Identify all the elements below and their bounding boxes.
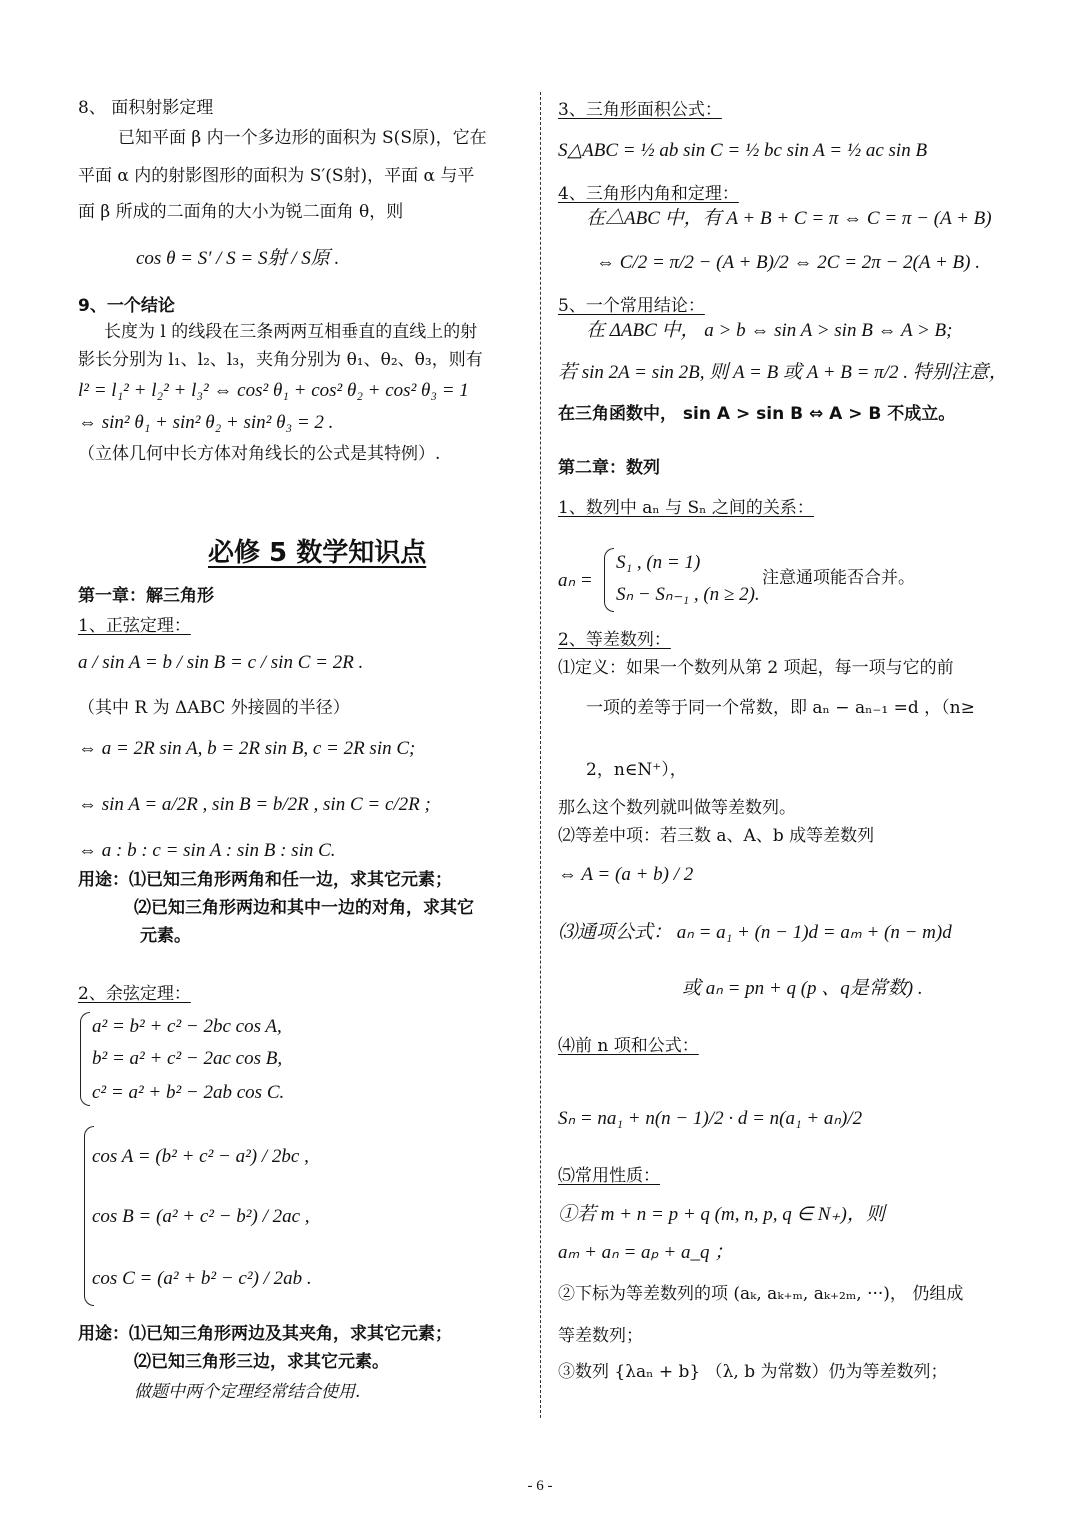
angle-sum-title: 4、三角形内角和定理：: [558, 184, 739, 204]
cosine-rule-use-1: 用途：⑴已知三角形两边及其夹角，求其它元素；: [78, 1324, 452, 1344]
cosine-rule-tip: 做题中两个定理经常结合使用.: [134, 1382, 361, 1402]
sequence-note: 注意通项能否合并。: [762, 568, 915, 588]
sequence-relation-brace: [604, 548, 614, 612]
section-9-formula-2: ⇔ sin² θ₁ + sin² θ₂ + sin² θ₃ = 2 .: [78, 412, 334, 433]
section-9-line-1: 长度为 l 的线段在三条两两互相垂直的直线上的射: [104, 322, 478, 342]
triangle-area-formula: S△ABC = ½ ab sin C = ½ bc sin A = ½ ac sin B: [558, 140, 928, 161]
column-divider: [540, 92, 541, 1418]
arithmetic-sequence-title: 2、等差数列：: [558, 630, 671, 650]
page-main-title: 必修 5 数学知识点: [208, 538, 427, 568]
common-conclusion-title: 5、一个常用结论：: [558, 296, 705, 316]
section-8-line-3: 面 β 所成的二面角的大小为锐二面角 θ，则: [78, 202, 404, 222]
sine-rule-formula-4: ⇔ a : b : c = sin A : sin B : sin C.: [78, 840, 336, 861]
chapter-1-title: 第一章：解三角形: [78, 586, 214, 606]
section-8-line-1: 已知平面 β 内一个多边形的面积为 S(S原)，它在: [118, 128, 487, 148]
cos-b-formula: cos B = (a² + c² − b²) / 2ac ,: [92, 1206, 310, 1227]
cosine-rule-use-2: ⑵已知三角形三边，求其它元素。: [134, 1352, 389, 1372]
projection-area-formula: cos θ = S′ / S = S射 / S原 .: [136, 248, 340, 269]
sine-rule-formula-2: ⇔ a = 2R sin A, b = 2R sin B, c = 2R sin C;: [78, 738, 416, 759]
ap-general-term-alt: 或 aₙ = pn + q (p 、q是常数) .: [682, 978, 923, 999]
common-conclusion-line-2: 若 sin 2A = sin 2B, 则 A = B 或 A + B = π/2 . 特别注意，: [558, 362, 1008, 383]
ap-properties-title: ⑸常用性质：: [558, 1166, 660, 1186]
ap-middle-term-formula: ⇔ A = (a + b) / 2: [558, 864, 694, 885]
cosine-formula-b: b² = a² + c² − 2ac cos B,: [92, 1048, 283, 1069]
ap-general-term-formula: ⑶通项公式： aₙ = a₁ + (n − 1)d = aₘ + (n − m)d: [558, 922, 952, 943]
ap-definition-line-2: 一项的差等于同一个常数，即 aₙ − aₙ₋₁ =d ，（n≥: [586, 698, 975, 718]
sine-rule-note: （其中 R 为 ΔABC 外接圆的半径）: [78, 698, 350, 718]
cosine-rule-title: 2、余弦定理：: [78, 984, 191, 1004]
sine-rule-title: 1、正弦定理：: [78, 616, 191, 636]
ap-property-3: ③数列 {λaₙ + b} （λ, b 为常数）仍为等差数列；: [558, 1362, 948, 1382]
sequence-case-2: Sₙ − Sₙ₋₁ , (n ≥ 2).: [616, 584, 760, 605]
section-9-formula-1: l² = l₁² + l₂² + l₃² ⇔ cos² θ₁ + cos² θ₂ + cos² θ₃ = 1: [78, 380, 469, 401]
cos-c-formula: cos C = (a² + b² − c²) / 2ab .: [92, 1268, 312, 1289]
ap-definition-line-1: ⑴定义：如果一个数列从第 2 项起，每一项与它的前: [558, 658, 954, 678]
section-8-line-2: 平面 α 内的射影图形的面积为 S′(S射)，平面 α 与平: [78, 166, 475, 186]
ap-property-2-cont: 等差数列；: [558, 1326, 643, 1346]
section-9-line-2: 影长分别为 l₁、l₂、l₃，夹角分别为 θ₁、θ₂、θ₃，则有: [78, 350, 483, 370]
ap-definition-line-4: 那么这个数列就叫做等差数列。: [558, 798, 796, 818]
chapter-2-title: 第二章：数列: [558, 458, 660, 478]
angle-sum-line-2: ⇔ C/2 = π/2 − (A + B)/2 ⇔ 2C = 2π − 2(A + B) .: [596, 252, 980, 273]
sine-rule-use-2-cont: 元素。: [140, 926, 191, 946]
sequence-relation-title: 1、数列中 aₙ 与 Sₙ 之间的关系：: [558, 498, 814, 518]
sequence-case-1: S₁ , (n = 1): [616, 552, 701, 573]
ap-property-2: ②下标为等差数列的项 (aₖ, aₖ₊ₘ, aₖ₊₂ₘ, ···)， 仍组成: [558, 1284, 964, 1304]
triangle-area-title: 3、三角形面积公式：: [558, 100, 722, 120]
sine-rule-formula-3: ⇔ sin A = a/2R , sin B = b/2R , sin C = c/2R ;: [78, 794, 431, 815]
cosine-system-brace: [80, 1012, 90, 1106]
cosine-formula-a: a² = b² + c² − 2bc cos A,: [92, 1016, 282, 1037]
ap-property-1: ①若 m + n = p + q (m, n, p, q ∈ N₊)，则: [558, 1204, 885, 1225]
section-9-note: （立体几何中长方体对角线长的公式是其特例）.: [78, 444, 441, 464]
sequence-an-label: aₙ =: [558, 570, 593, 591]
ap-property-1-result: aₘ + aₙ = aₚ + a_q ；: [558, 1242, 734, 1263]
ap-definition-line-3: 2，n∈N⁺），: [586, 760, 687, 780]
ap-sum-title: ⑷前 n 项和公式：: [558, 1036, 699, 1056]
cos-a-formula: cos A = (b² + c² − a²) / 2bc ,: [92, 1146, 309, 1167]
sine-rule-use-2: ⑵已知三角形两边和其中一边的对角，求其它: [134, 898, 474, 918]
page-number: - 6 -: [527, 1478, 553, 1494]
sine-rule-formula: a / sin A = b / sin B = c / sin C = 2R .: [78, 652, 364, 673]
sine-rule-use-1: 用途：⑴已知三角形两角和任一边，求其它元素；: [78, 870, 452, 890]
ap-sum-formula: Sₙ = na₁ + n(n − 1)/2 · d = n(a₁ + aₙ)/2: [558, 1108, 863, 1129]
cosine-formula-c: c² = a² + b² − 2ab cos C.: [92, 1082, 285, 1103]
section-9-title: 9、一个结论: [78, 296, 175, 316]
common-conclusion-line-3: 在三角函数中， sin A > sin B ⇔ A > B 不成立。: [558, 404, 956, 424]
ap-middle-term-title: ⑵等差中项：若三数 a、A、b 成等差数列: [558, 826, 875, 846]
common-conclusion-line-1: 在 ΔABC 中， a > b ⇔ sin A > sin B ⇔ A > B;: [586, 320, 953, 341]
section-8-title: 8、 面积射影定理: [78, 98, 214, 118]
angle-sum-line-1: 在△ABC 中，有 A + B + C = π ⇔ C = π − (A + B): [586, 208, 992, 229]
